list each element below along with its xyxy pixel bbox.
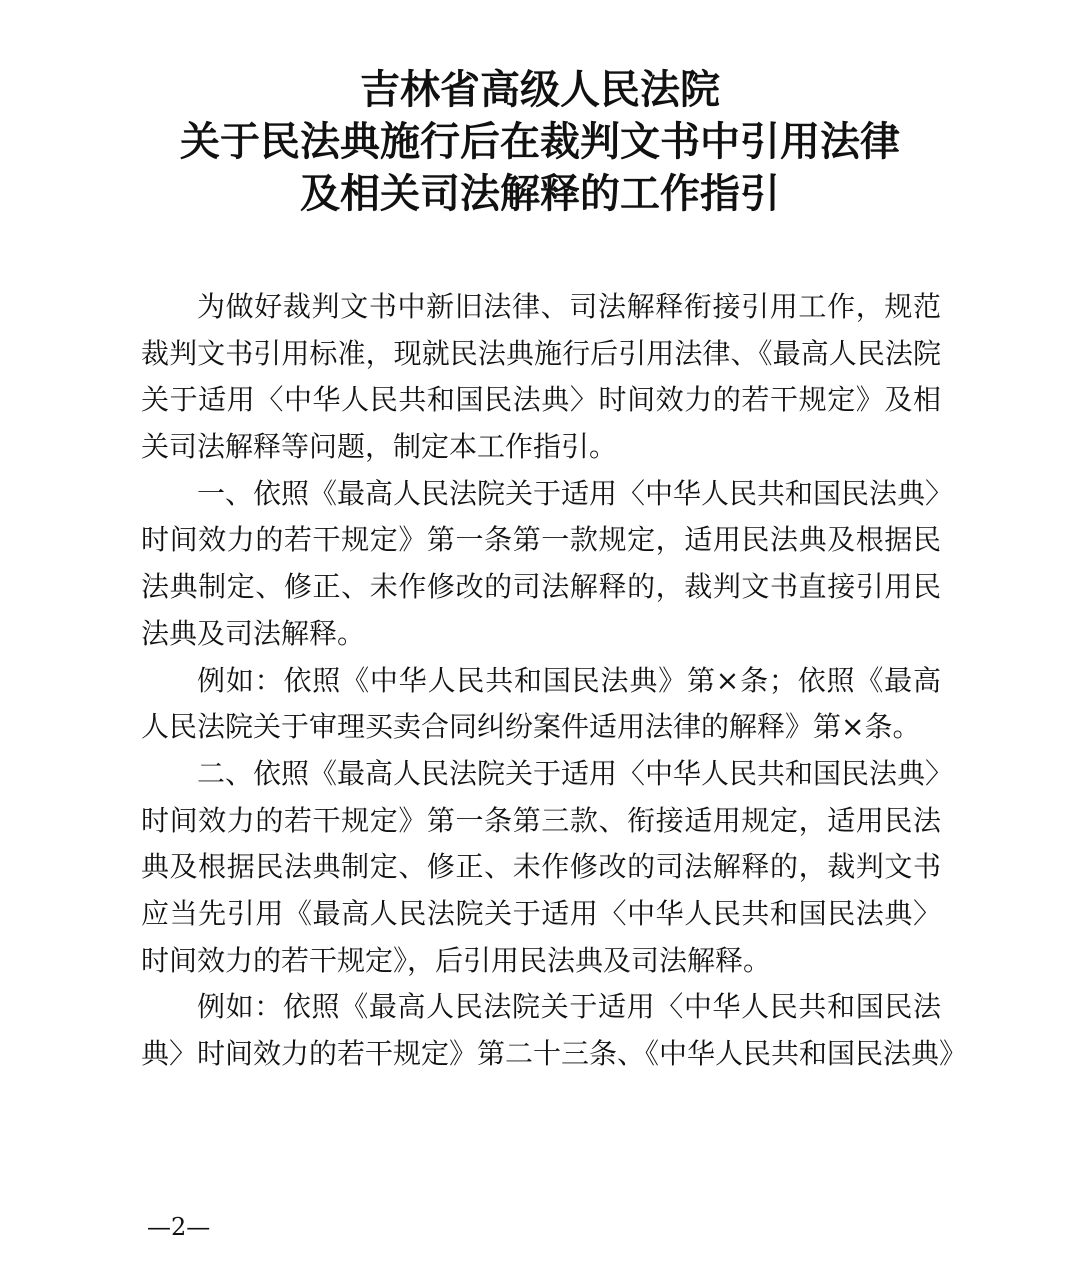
paragraph-line: 关司法解释等问题，制定本工作指引。 <box>141 430 618 464</box>
paragraph-section-1 <box>141 471 954 658</box>
title-line-1: 吉林省高级人民法院 <box>360 66 720 113</box>
paragraph-line: 典〉时间效力的若干规定》第二十三条、《中华人民共和国民法典》 <box>141 1037 968 1070</box>
paragraph-line: 二、依照《最高人民法院关于适用〈中华人民共和国民法典〉 <box>197 756 954 790</box>
paragraph-line: 法典制定、修正、未作修改的司法解释的，裁判文书直接引用民 <box>141 570 941 604</box>
paragraph-line: 人民法院关于审理买卖合同纠纷案件适用法律的解释》第×条。 <box>141 710 921 744</box>
paragraph-line: 时间效力的若干规定》第一条第三款、衔接适用规定，适用民法 <box>141 803 941 837</box>
paragraph-intro <box>141 284 941 471</box>
document-body <box>141 284 968 1078</box>
paragraph-line: 时间效力的若干规定》第一条第一款规定，适用民法典及根据民 <box>141 523 941 557</box>
paragraph-line: 一、依照《最高人民法院关于适用〈中华人民共和国民法典〉 <box>197 476 954 510</box>
paragraph-line: 例如：依照《最高人民法院关于适用〈中华人民共和国民法 <box>197 990 941 1024</box>
paragraph-example-2 <box>141 984 968 1077</box>
title-line-3: 及相关司法解释的工作指引 <box>300 170 780 217</box>
paragraph-line: 例如：依照《中华人民共和国民法典》第×条；依照《最高 <box>197 663 941 697</box>
paragraph-line: 法典及司法解释。 <box>141 616 366 650</box>
document-title <box>0 64 1080 220</box>
page-number: —2— <box>147 1213 211 1241</box>
paragraph-line: 时间效力的若干规定》，后引用民法典及司法解释。 <box>141 943 772 977</box>
paragraph-example-1 <box>141 658 941 751</box>
paragraph-line: 典及根据民法典制定、修正、未作修改的司法解释的，裁判文书 <box>141 850 941 884</box>
paragraph-line: 为做好裁判文书中新旧法律、司法解释衔接引用工作，规范 <box>197 290 941 323</box>
paragraph-line: 应当先引用《最高人民法院关于适用〈中华人民共和国民法典〉 <box>141 896 941 930</box>
paragraph-line: 关于适用〈中华人民共和国民法典〉时间效力的若干规定》及相 <box>141 383 941 417</box>
paragraph-section-2 <box>141 751 954 984</box>
paragraph-line: 裁判文书引用标准，现就民法典施行后引用法律、《最高人民法院 <box>141 336 941 370</box>
title-line-2: 关于民法典施行后在裁判文书中引用法律 <box>180 118 900 165</box>
